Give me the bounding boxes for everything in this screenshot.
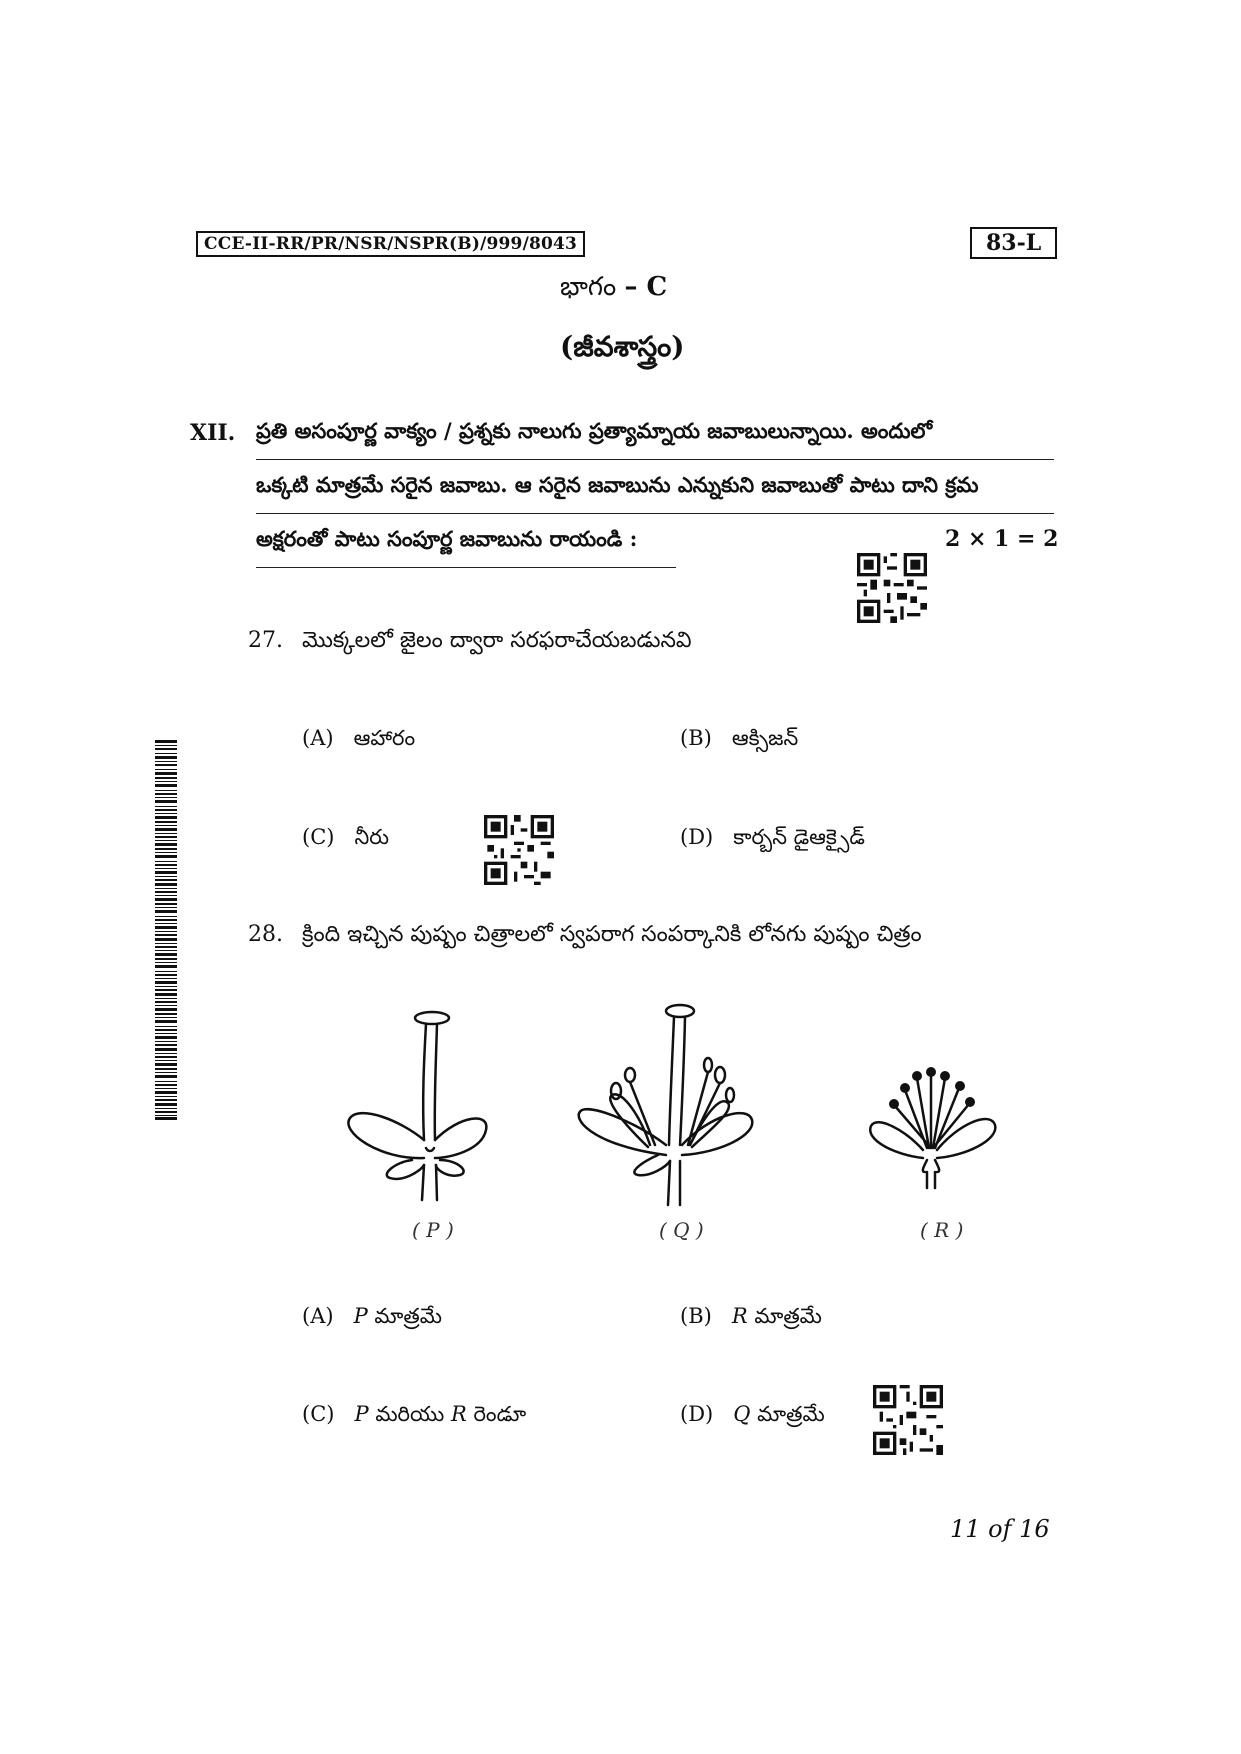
qr-code-image [484, 815, 554, 885]
instruction-line-1: ప్రతి అసంపూర్ణ వాక్యం / ప్రశ్నకు నాలుగు ప్రత్యామ్నాయ జవాబులున్నాయి. అందులో [256, 418, 1054, 460]
barcode-image [155, 740, 177, 1120]
option-key: (C) [302, 1402, 335, 1426]
option-key: (D) [680, 825, 714, 849]
figure-label-r: ( R ) [920, 1218, 964, 1242]
question-28-number: 28. [248, 922, 283, 947]
option-text: రెండూ [473, 1402, 527, 1426]
q27-option-a[interactable] [302, 726, 415, 756]
option-variable: P [353, 1304, 368, 1328]
paper-code: 83-L [970, 227, 1057, 259]
qr-code-image [857, 553, 927, 623]
option-variable: Q [733, 1402, 751, 1426]
instruction-line-3: అక్షరంతో పాటు సంపూర్ణ జవాబును రాయండి : [256, 526, 676, 568]
q28-option-c[interactable] [302, 1402, 526, 1432]
option-text: ఆక్సిజన్ [731, 726, 799, 750]
section-title [560, 272, 667, 308]
option-key: (B) [680, 726, 712, 750]
q27-option-d[interactable] [680, 825, 865, 855]
option-variable: R [731, 1304, 748, 1328]
qr-code-image [873, 1385, 943, 1455]
option-text: కార్బన్ డైఆక్సైడ్ [733, 825, 865, 849]
figure-label-q: ( Q ) [659, 1218, 704, 1242]
subject-title: (జీవశాస్త్రం) [560, 330, 685, 363]
instruction-line-2: ఒక్కటి మాత్రమే సరైన జవాబు. ఆ సరైన జవాబును ఎన్నుకుని జవాబుతో పాటు దాని క్రమ [256, 472, 1054, 514]
option-text: నీరు [354, 825, 389, 849]
marks-formula: 2 × 1 = 2 [945, 526, 1059, 552]
option-variable: P [354, 1402, 369, 1426]
flower-p-image [340, 1000, 490, 1210]
option-text: ఆహారం [353, 726, 416, 750]
q28-option-d[interactable] [680, 1402, 825, 1432]
option-key: (B) [680, 1304, 712, 1328]
exam-code: CCE-II-RR/PR/NSR/NSPR(B)/999/8043 [196, 231, 585, 257]
option-text: మాత్రమే [374, 1304, 442, 1328]
option-conjunction: మరియు [375, 1402, 445, 1426]
q28-option-b[interactable] [680, 1304, 822, 1334]
instruction-number: XII. [190, 420, 236, 446]
page-number: 11 of 16 [950, 1515, 1050, 1543]
question-27-text: మొక్కలలో జైలం ద్వారా సరఫరాచేయబడునవి [302, 628, 692, 653]
option-key: (D) [680, 1402, 714, 1426]
q28-option-a[interactable] [302, 1304, 442, 1334]
flower-q-image [570, 995, 760, 1210]
flower-r-image [865, 1060, 1000, 1190]
q27-option-c[interactable] [302, 825, 389, 855]
option-text: మాత్రమే [757, 1402, 825, 1426]
section-title-letter: – C [624, 272, 668, 302]
figure-label-p: ( P ) [412, 1218, 454, 1242]
question-28-text: క్రింది ఇచ్చిన పుష్పం చిత్రాలలో స్వపరాగ సంపర్కానికి లోనగు పుష్పం చిత్రం [302, 922, 922, 947]
q27-option-b[interactable] [680, 726, 798, 756]
option-variable: R [450, 1402, 467, 1426]
option-text: మాత్రమే [754, 1304, 822, 1328]
option-key: (A) [302, 1304, 334, 1328]
option-key: (A) [302, 726, 334, 750]
section-title-word: భాగం [560, 272, 617, 302]
question-27-number: 27. [248, 628, 283, 653]
option-key: (C) [302, 825, 335, 849]
